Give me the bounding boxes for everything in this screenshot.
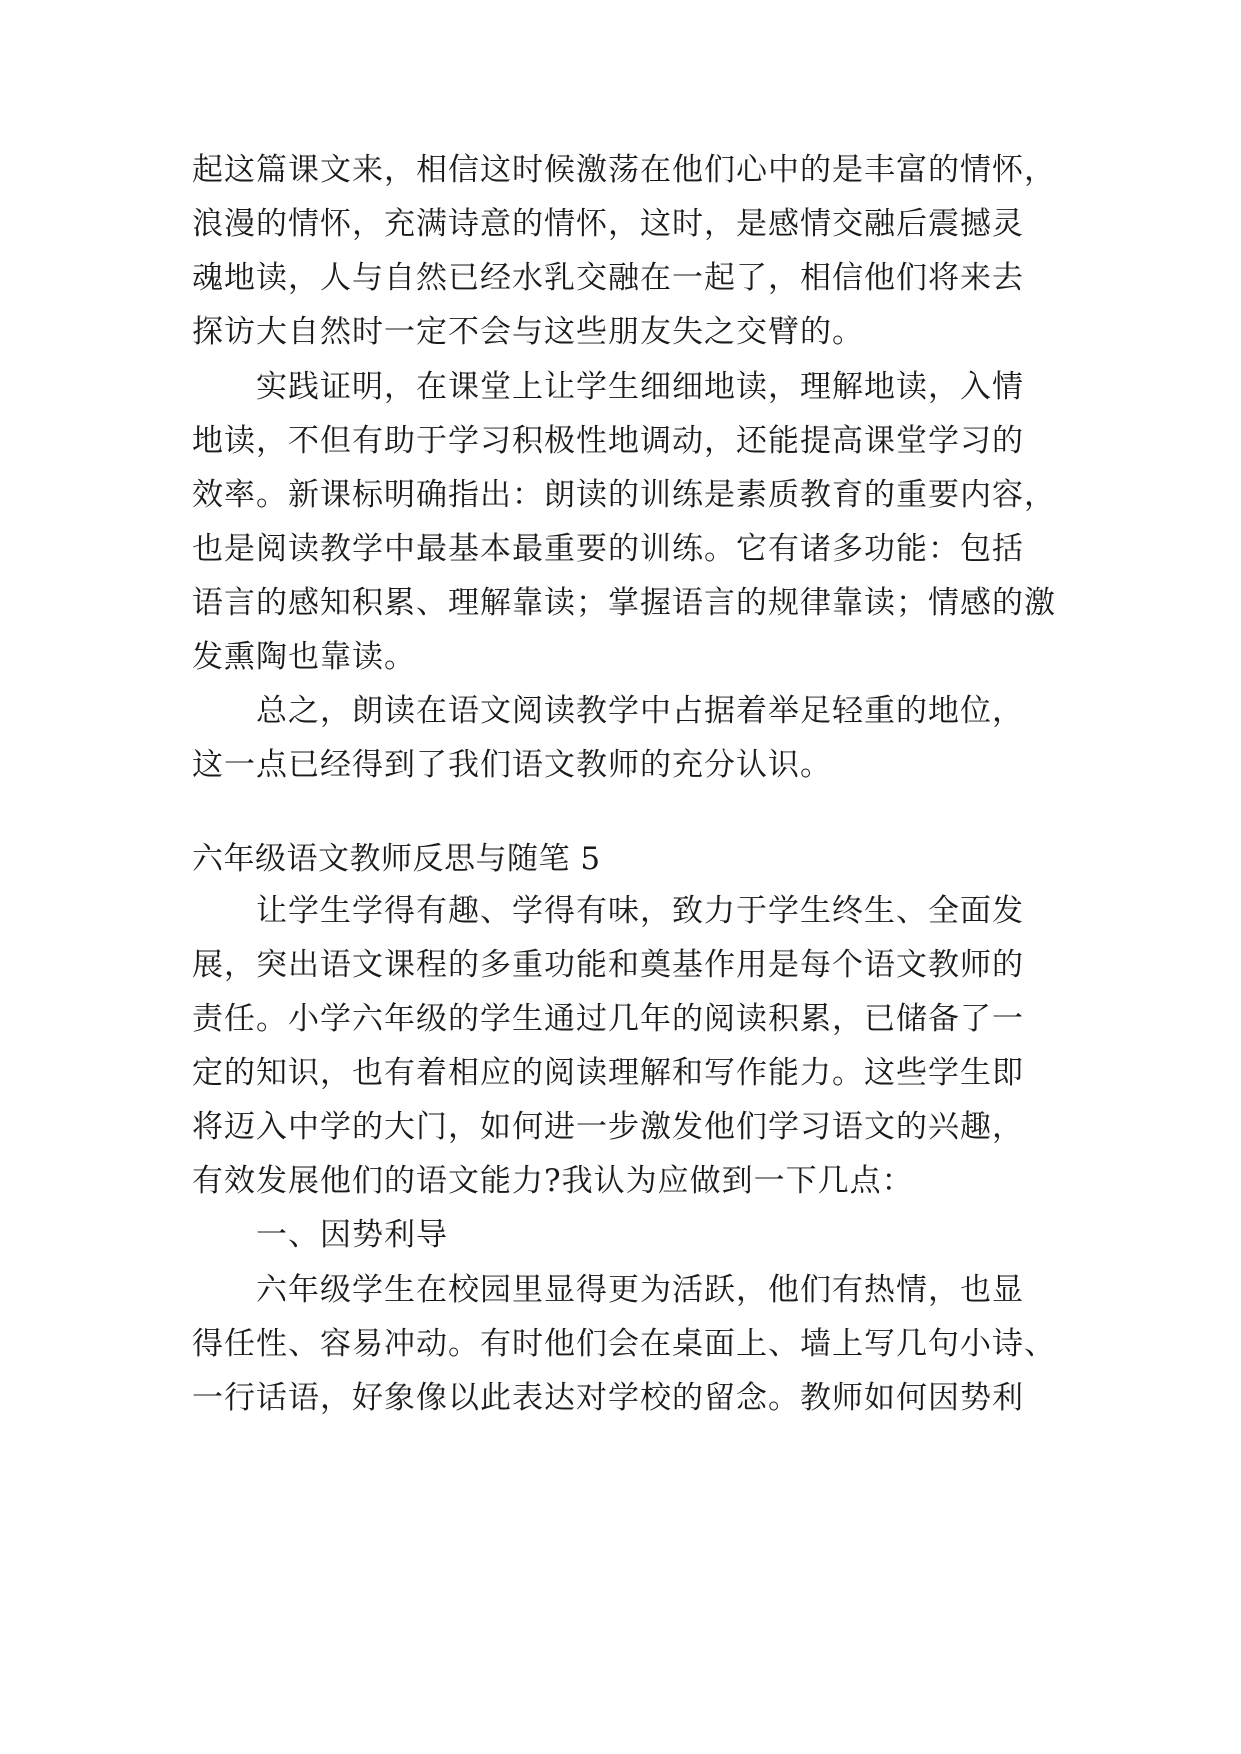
text-line: 魂地读，人与自然已经水乳交融在一起了，相信他们将来去 — [192, 260, 1024, 296]
text-line: 总之，朗读在语文阅读教学中占据着举足轻重的地位， — [256, 693, 1024, 729]
text-line: 定的知识，也有着相应的阅读理解和写作能力。这些学生即 — [192, 1055, 1024, 1091]
text-line: 将迈入中学的大门，如何进一步激发他们学习语文的兴趣， — [192, 1109, 1024, 1145]
text-line: 效率。新课标明确指出：朗读的训练是素质教育的重要内容， — [192, 477, 1056, 513]
text-line: 得任性、容易冲动。有时他们会在桌面上、墙上写几句小诗、 — [192, 1326, 1056, 1362]
text-line: 发熏陶也靠读。 — [192, 639, 416, 675]
text-line: 探访大自然时一定不会与这些朋友失之交臂的。 — [192, 314, 864, 350]
section-heading: 六年级语文教师反思与随笔 5 — [192, 841, 601, 877]
text-line: 让学生学得有趣、学得有味，致力于学生终生、全面发 — [256, 893, 1024, 929]
text-line: 六年级学生在校园里显得更为活跃，他们有热情，也显 — [256, 1272, 1024, 1308]
text-line: 这一点已经得到了我们语文教师的充分认识。 — [192, 747, 832, 783]
text-line: 起这篇课文来，相信这时候激荡在他们心中的是丰富的情怀， — [192, 152, 1056, 188]
text-line: 地读，不但有助于学习积极性地调动，还能提高课堂学习的 — [192, 423, 1024, 459]
subheading: 一、因势利导 — [256, 1217, 448, 1253]
text-line: 展，突出语文课程的多重功能和奠基作用是每个语文教师的 — [192, 947, 1024, 983]
text-line: 语言的感知积累、理解靠读；掌握语言的规律靠读；情感的激 — [192, 585, 1056, 621]
text-line: 有效发展他们的语文能力?我认为应做到一下几点： — [192, 1163, 914, 1199]
text-line: 一行话语，好象像以此表达对学校的留念。教师如何因势利 — [192, 1380, 1024, 1416]
text-line: 责任。小学六年级的学生通过几年的阅读积累，已储备了一 — [192, 1001, 1024, 1037]
text-line: 实践证明，在课堂上让学生细细地读，理解地读，入情 — [256, 369, 1024, 405]
text-line: 也是阅读教学中最基本最重要的训练。它有诸多功能：包括 — [192, 531, 1024, 567]
text-line: 浪漫的情怀，充满诗意的情怀，这时，是感情交融后震撼灵 — [192, 206, 1024, 242]
